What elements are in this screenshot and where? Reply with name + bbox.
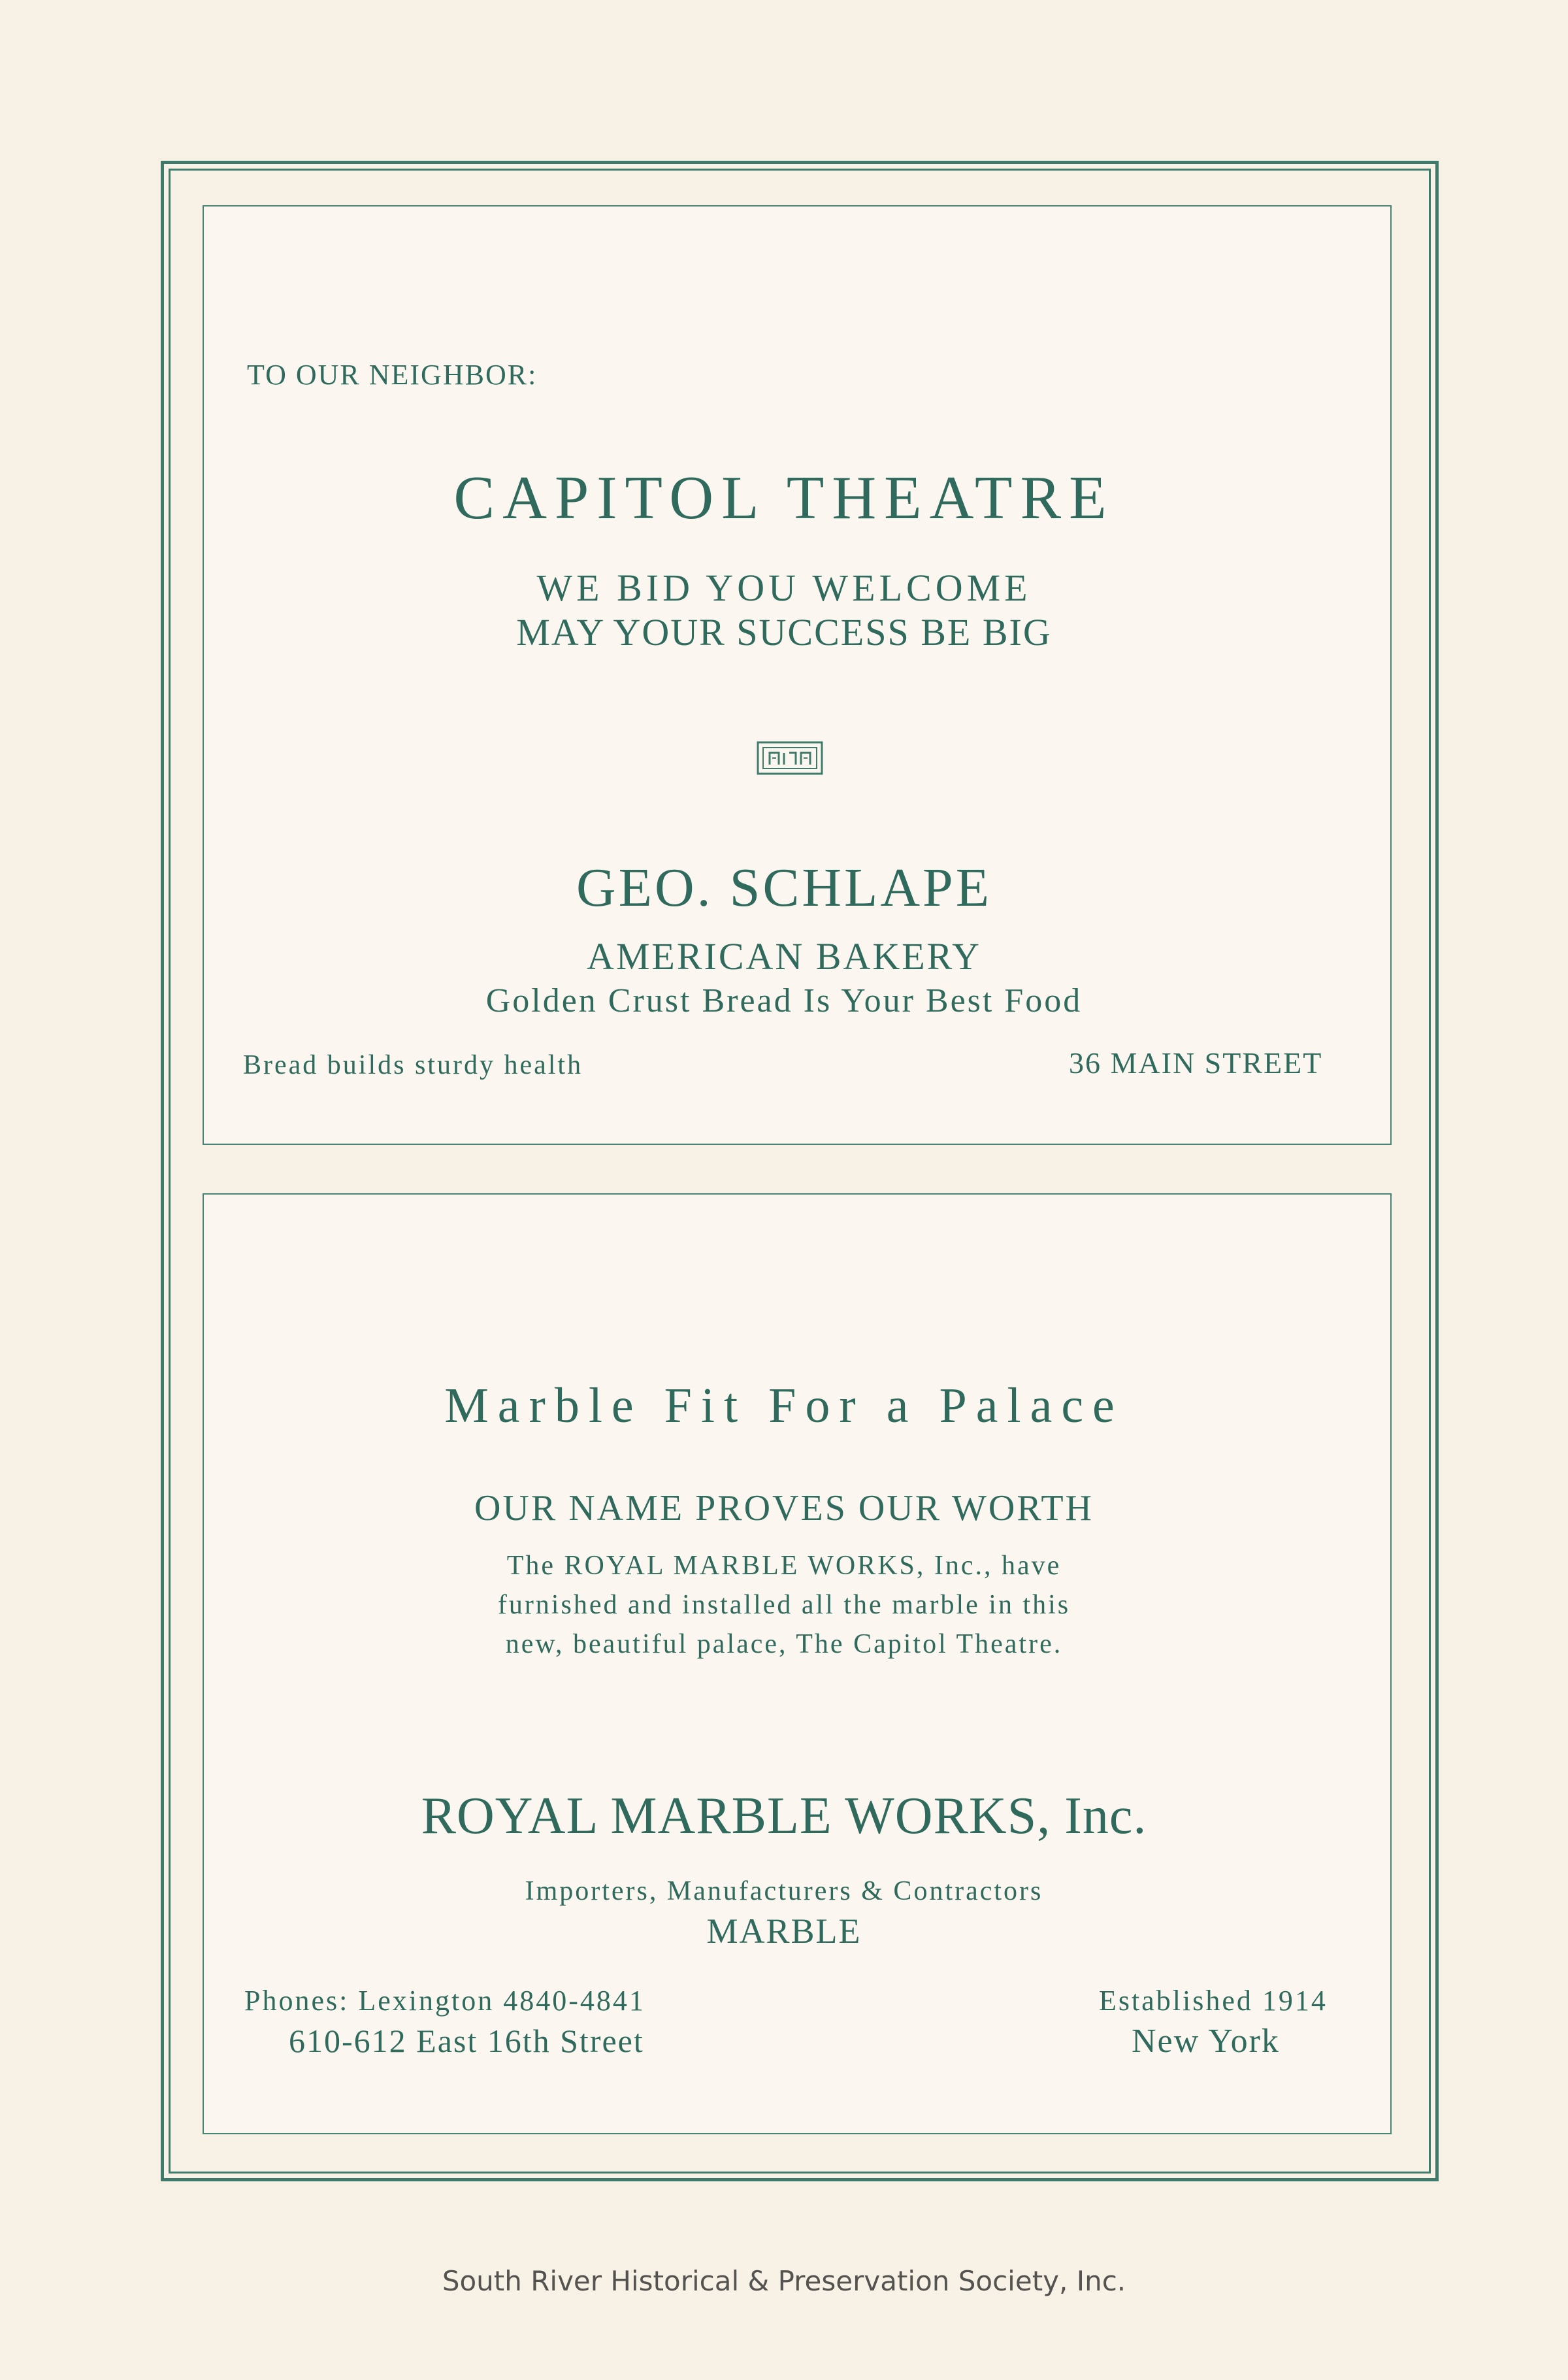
welcome-line: WE BID YOU WELCOME: [536, 567, 1032, 609]
decorative-ornament-icon: [757, 738, 823, 776]
theatre-title: CAPITOL THEATRE: [453, 464, 1115, 532]
success-line: MAY YOUR SUCCESS BE BIG: [516, 611, 1052, 653]
company-address: 610-612 East 16th Street: [289, 2023, 644, 2059]
marble-body-line: new, beautiful palace, The Capitol Theatre.: [505, 1629, 1063, 1659]
marble-subheadline: OUR NAME PROVES OUR WORTH: [474, 1488, 1094, 1529]
product-name: MARBLE: [706, 1911, 862, 1951]
advertiser-name: GEO. SCHLAPE: [576, 857, 992, 918]
marble-body-line: The ROYAL MARBLE WORKS, Inc., have: [506, 1551, 1062, 1581]
company-city: New York: [1132, 2023, 1280, 2060]
bakery-tagline: Bread builds sturdy health: [243, 1050, 583, 1080]
established-year: Established 1914: [1099, 1985, 1328, 2017]
business-name: AMERICAN BAKERY: [586, 935, 982, 978]
bakery-slogan: Golden Crust Bread Is Your Best Food: [485, 982, 1083, 1019]
company-description: Importers, Manufacturers & Contractors: [525, 1876, 1043, 1906]
marble-body-line: furnished and installed all the marble in this: [497, 1590, 1071, 1620]
bakery-address: 36 MAIN STREET: [1069, 1046, 1323, 1080]
archive-credit: South River Historical & Preservation Society, Inc.: [442, 2265, 1126, 2297]
company-name: ROYAL MARBLE WORKS, Inc.: [421, 1787, 1147, 1845]
marble-headline: Marble Fit For a Palace: [444, 1378, 1124, 1433]
salutation: TO OUR NEIGHBOR:: [247, 359, 538, 391]
phone-numbers: Phones: Lexington 4840-4841: [244, 1985, 645, 2017]
